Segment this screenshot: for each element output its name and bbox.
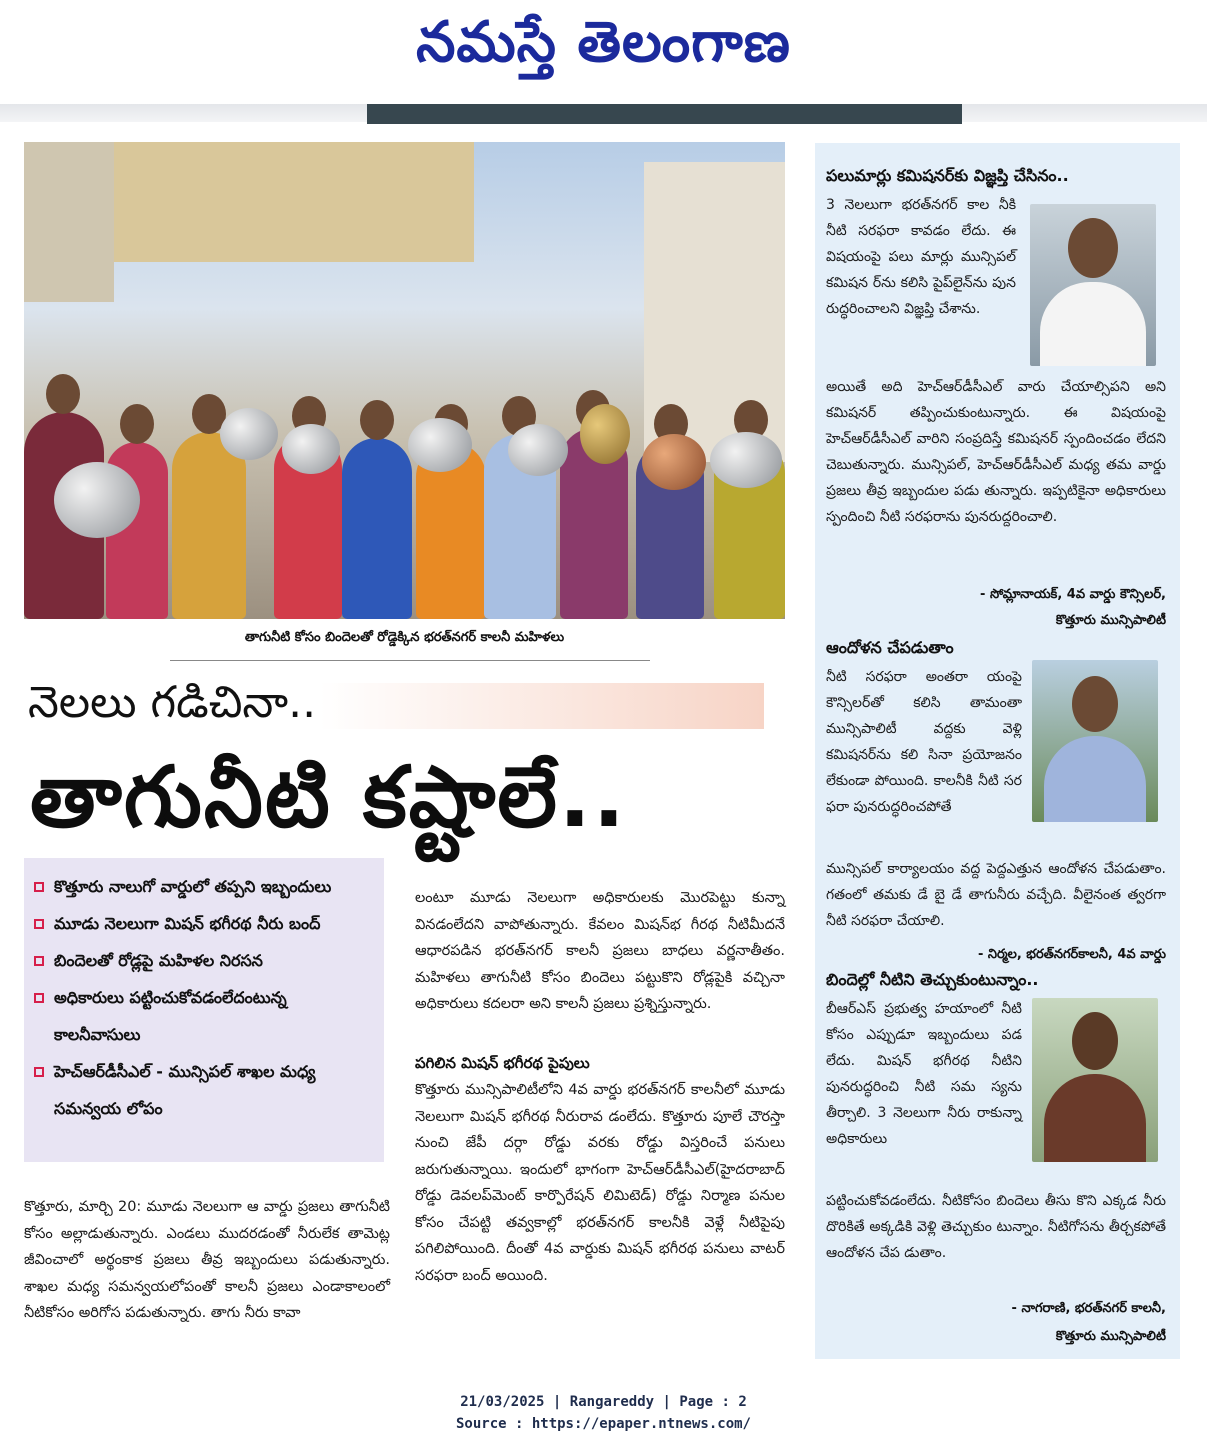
quote-3-text-wide: పట్టించుకోవడంలేదు. నీటికోసం బిందెలు తీసు కొని ఎక్కడ నీరు దొరికితే అక్కడికి వెళ్లి తెచ్చుకుం టున్నాం. నీటిగోసను తీర్చకపోతే ఆందోళన చేప డుతాం. [826,1193,1166,1261]
footer-date-edition: 21/03/2025 | Rangareddy | Page : 2 [460,1394,747,1410]
quote-2-text-wide: మున్సిపల్ కార్యాలయం వద్ద పెద్దఎత్తున ఆందోళన చేపడుతాం. గతంలో తమకు డే బై డే తాగునీరు వచ్చేది. వీలైనంత త్వరగా నీటి సరఫరా చేయాలి. [826,861,1166,929]
quote-3-text-narrow: బీఆర్‌ఎస్ ప్రభుత్వ హయాంలో నీటి కోసం ఎప్పుడూ ఇబ్బందులు పడ లేదు. మిషన్ భగీరథ నీటిని పునరుద్ధరించి నీటి సమ స్యను తీర్చాలి. 3 నెలలుగా నీరు రాకున్నా అధికారులు [826,1001,1022,1147]
article-subhead: పగిలిన మిషన్ భగీరథ పైపులు [415,1054,590,1072]
quote-3-byline-place: కొత్తూరు మున్సిపాలిటీ [1055,1329,1166,1344]
quote-1-heading: పలుమార్లు కమిషనర్‌కు విజ్ఞప్తి చేసినం.. [826,166,1069,185]
headline-main: తాగునీటి కష్టాలే.. [30,748,627,846]
article-body-left: కొత్తూరు, మార్చి 20: మూడు నెలలుగా ఆ వార్డు ప్రజలు తాగునీటి కోసం అల్లాడుతున్నారు. ఎండలు ముదరడంతో నీరులేక తామెట్ల జీవించాలో అర్థంకాక ప్రజలు తీవ్ర ఇబ్బందులు పడుతున్నారు. శాఖల మధ్య సమన్వయలోపంతో కాలనీ ప్రజలు ఎండాకాలంలో నీటికోసం అరిగోస పడుతున్నారు. తాగు నీరు కావా [24,1199,390,1321]
square-bullet-icon [34,993,44,1003]
highlight-item: అధికారులు పట్టించుకోవడంలేదంటున్న కాలనీవాసులు [32,979,376,1053]
square-bullet-icon [34,882,44,892]
quote-3-byline: - నాగరాణి, భరత్‌నగర్ కాలనీ, [1011,1301,1166,1316]
quote-1-text-narrow: 3 నెలలుగా భరత్‌నగర్ కాల నీకి నీటి సరఫరా కావడం లేదు. ఈ విషయంపై పలు మార్లు మున్సిపల్ కమిషన ర్‌ను కలిసి పైప్‌లైన్‌ను పున రుద్ధరించాలని విజ్ఞప్తి చేశాను. [826,197,1016,317]
highlight-item: హెచ్‌ఆర్‌డీసీఎల్ - మున్సిపల్ శాఖల మధ్య సమన్వయ లోపం [32,1053,376,1127]
square-bullet-icon [34,1067,44,1077]
quote-2-text-narrow: నీటి సరఫరా అంతరా యంపై కౌన్సిలర్‌తో కలిసి తామంతా మున్సిపాలిటీ వద్దకు వెళ్లి కమిషనర్‌ను కలి సినా ప్రయోజనం లేకుండా పోయింది. కాలనీకి నీటి సర ఫరా పునరుద్ధరించపోతే [826,669,1022,815]
highlight-item: మూడు నెలలుగా మిషన్ భగీరథ నీరు బంద్ [32,905,376,942]
quote-3-heading: బిందెల్లో నీటిని తెచ్చుకుంటున్నాం.. [826,970,1039,989]
councillor-photo [1030,204,1156,366]
resident-photo-nagarani [1032,998,1158,1162]
footer-source[interactable]: Source : https://epaper.ntnews.com/ [455,1416,751,1432]
caption-divider [170,660,650,661]
highlights-box [24,858,384,1162]
header-bar [367,104,962,124]
page-footer [0,1391,1207,1435]
headline-kicker-band [24,677,764,729]
masthead [0,0,1207,100]
quote-2-heading: ఆందోళన చేపడుతాం [826,638,954,657]
photo-caption: తాగునీటి కోసం బిందెలతో రోడ్డెక్కిన భరత్‌నగర్ కాలనీ మహిళలు [244,630,565,645]
highlight-item: కొత్తూరు నాలుగో వార్డులో తప్పని ఇబ్బందులు [32,868,376,905]
news-photo [24,142,785,619]
quote-1-byline-place: కొత్తూరు మున్సిపాలిటీ [1055,613,1166,628]
article-body-middle-2: కొత్తూరు మున్సిపాలిటీలోని 4వ వార్డు భరత్‌నగర్ కాలనీలో మూడు నెలలుగా మిషన్ భగీరథ నీరురావ డంలేదు. కొత్తూరు పూలే చౌరస్తా నుంచి జేపీ దర్గా రోడ్డు వరకు రోడ్డు విస్తరించే పనులు జరుగుతున్నాయి. ఇందులో భాగంగా హెచ్‌ఆర్‌డీసీఎల్(హైదరాబాద్ రోడ్డు డెవలప్‌మెంట్ కార్పొరేషన్ లిమిటెడ్) రోడ్డు నిర్మాణ పనుల కోసం చేపట్టి తవ్వకాల్లో భరత్‌నగర్ కాలనీకి వెళ్లే నీటిపైపు పగిలిపోయింది. దీంతో 4వ వార్డుకు మిషన్ భగీరథ పనులు వాటర్ సరఫరా బంద్ అయింది. [415,1082,785,1284]
highlight-item: బిందెలతో రోడ్లపై మహిళల నిరసన [32,942,376,979]
article-body-middle-1: లంటూ మూడు నెలలుగా అధికారులకు మొరపెట్టు కున్నా వినడంలేదని వాపోతున్నారు. కేవలం మిషన్‌భ గీరథ నీటిమీదనే ఆధారపడిన భరత్‌నగర్ కాలనీ ప్రజలు బాధలు వర్ణనాతీతం. మహిళలు తాగునీటి కోసం బిందెలు పట్టుకొని రోడ్లపైకి వచ్చినా అధికారులు కదలరా అని కాలనీ ప్రజలు ప్రశ్నిస్తున్నారు. [415,890,785,1012]
quote-2-byline: - నిర్మల, భరత్‌నగర్‌కాలనీ, 4వ వార్డు [977,947,1166,962]
square-bullet-icon [34,919,44,929]
headline-kicker: నెలలు గడిచినా.. [28,677,317,728]
quote-1-byline: - సోమ్లానాయక్, 4వ వార్డు కౌన్సిలర్, [980,587,1166,602]
quote-1-text-wide: అయితే అది హెచ్‌ఆర్‌డీసీఎల్ వారు చేయాల్సిపని అని కమిషనర్ తప్పించుకుంటున్నారు. ఈ విషయంపై హెచ్‌ఆర్‌డీసీఎల్ వారిని సంప్రదిస్తే కమిషనర్ స్పందించడం లేదని చెబుతున్నారు. మున్సిపల్, హెచ్‌ఆర్‌డీసీఎల్ మధ్య తమ వార్డు ప్రజలు తీవ్ర ఇబ్బందుల పడు తున్నారు. ఇప్పటికైనా అధికారులు స్పందించి నీటి సరఫరాను పునరుద్దరించాలి. [826,379,1166,525]
resident-photo-nirmala [1032,660,1158,822]
square-bullet-icon [34,956,44,966]
newspaper-logo: నమస్తే తెలంగాణ [416,10,791,75]
